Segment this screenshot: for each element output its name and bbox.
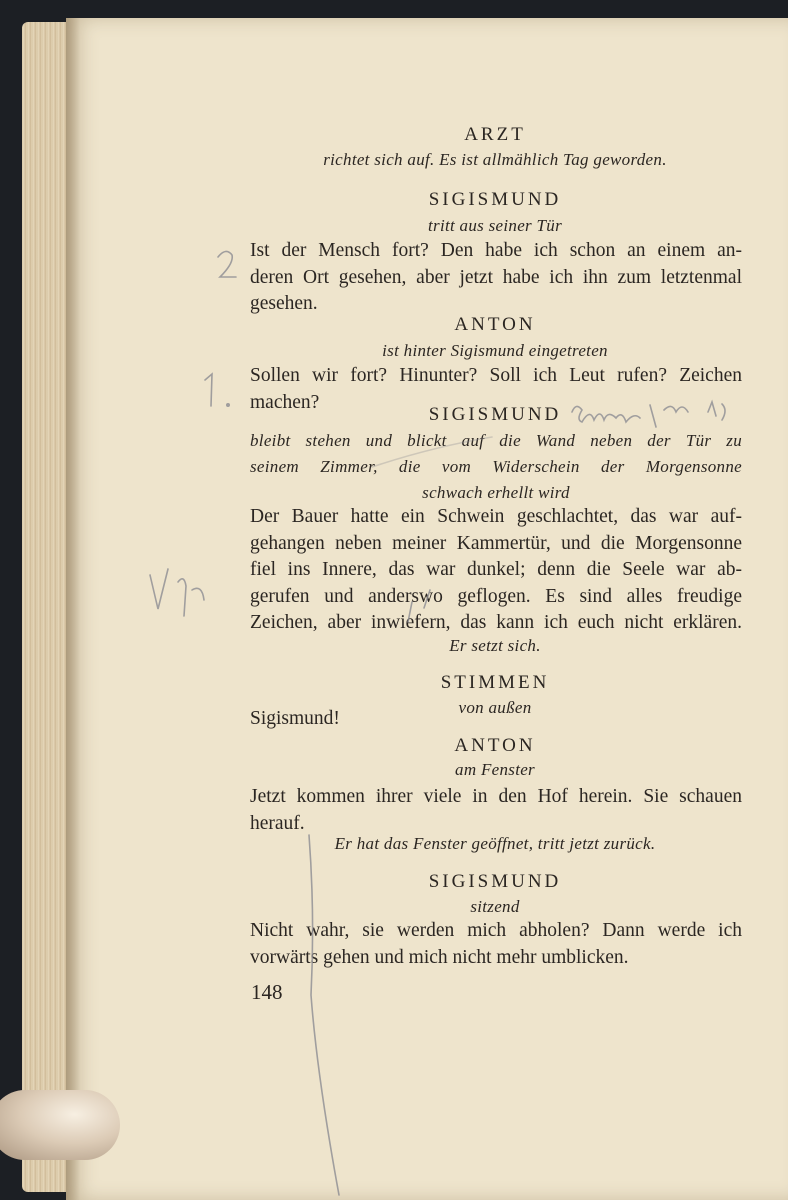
stage-line: bleibt stehen und blickt auf die Wand neben der Tür zu [250, 431, 742, 450]
speaker-sigismund: SIGISMUND [428, 871, 562, 892]
speech-line: Sigismund! [250, 708, 340, 729]
speaker-anton: ANTON [454, 314, 536, 335]
speech-line: vorwärts gehen und mich nicht mehr umblicken. [250, 946, 629, 968]
stage-direction: Er setzt sich. [449, 636, 541, 655]
speech-line: Zeichen, aber inwiefern, das kann ich euch nicht erklären. [250, 612, 742, 633]
stage-direction: Er hat das Fenster geöffnet, tritt jetzt zurück. [334, 834, 656, 853]
pencil-vertical-line [309, 835, 339, 1195]
speech-line: gerufen und anderswo geflogen. Es sind alles freudige [250, 585, 742, 607]
speech-line: Sollen wir fort? Hinunter? Soll ich Leut rufen? Zeichen [250, 365, 742, 386]
speaker-anton: ANTON [454, 735, 536, 756]
speaker-sigismund: SIGISMUND [428, 189, 562, 210]
pencil-mark-two [218, 251, 236, 277]
speech-line: herauf. [250, 812, 305, 834]
stage-direction: sitzend [470, 897, 520, 916]
stage-direction: am Fenster [455, 760, 535, 779]
speech-line: fiel ins Innere, das war dunkel; denn die Seele war ab- [250, 559, 742, 580]
pencil-faint-stroke [372, 437, 492, 467]
speech-line: Der Bauer hatte ein Schwein geschlachtet, das war auf- [250, 506, 742, 527]
stage-line: schwach erhellt wird [422, 483, 570, 502]
pencil-mark-margin [150, 569, 204, 616]
stage-direction: richtet sich auf. Es ist allmählich Tag geworden. [323, 150, 667, 169]
stage-direction: von außen [458, 698, 532, 717]
speech-line: machen? [250, 391, 320, 413]
stage-direction: ist hinter Sigismund eingetreten [382, 341, 608, 360]
page-number: 148 [251, 980, 283, 1004]
speech-line: Nicht wahr, sie werden mich abholen? Dann werde ich [250, 920, 742, 941]
pencil-mark-one [205, 374, 212, 406]
speaker-arzt: ARZT [464, 124, 526, 145]
speech-line: Ist der Mensch fort? Den habe ich schon an einem an- [250, 240, 742, 261]
stage-line: seinem Zimmer, die vom Widerschein der Morgensonne [250, 457, 742, 476]
speaker-stimmen: STIMMEN [440, 672, 550, 693]
speech-line: Jetzt kommen ihrer viele in den Hof herein. Sie schauen [250, 786, 742, 807]
pencil-scribble [572, 402, 725, 427]
speech-line: gehangen neben meiner Kammertür, und die Morgensonne [250, 532, 742, 554]
finger-thumb [0, 1090, 120, 1160]
speech-line: deren Ort gesehen, aber jetzt habe ich ihn zum letztenmal [250, 266, 742, 288]
pencil-slash [408, 590, 430, 622]
stage-direction: tritt aus seiner Tür [428, 216, 562, 235]
speaker-sigismund: SIGISMUND [428, 404, 562, 425]
speech-line: gesehen. [250, 293, 318, 314]
